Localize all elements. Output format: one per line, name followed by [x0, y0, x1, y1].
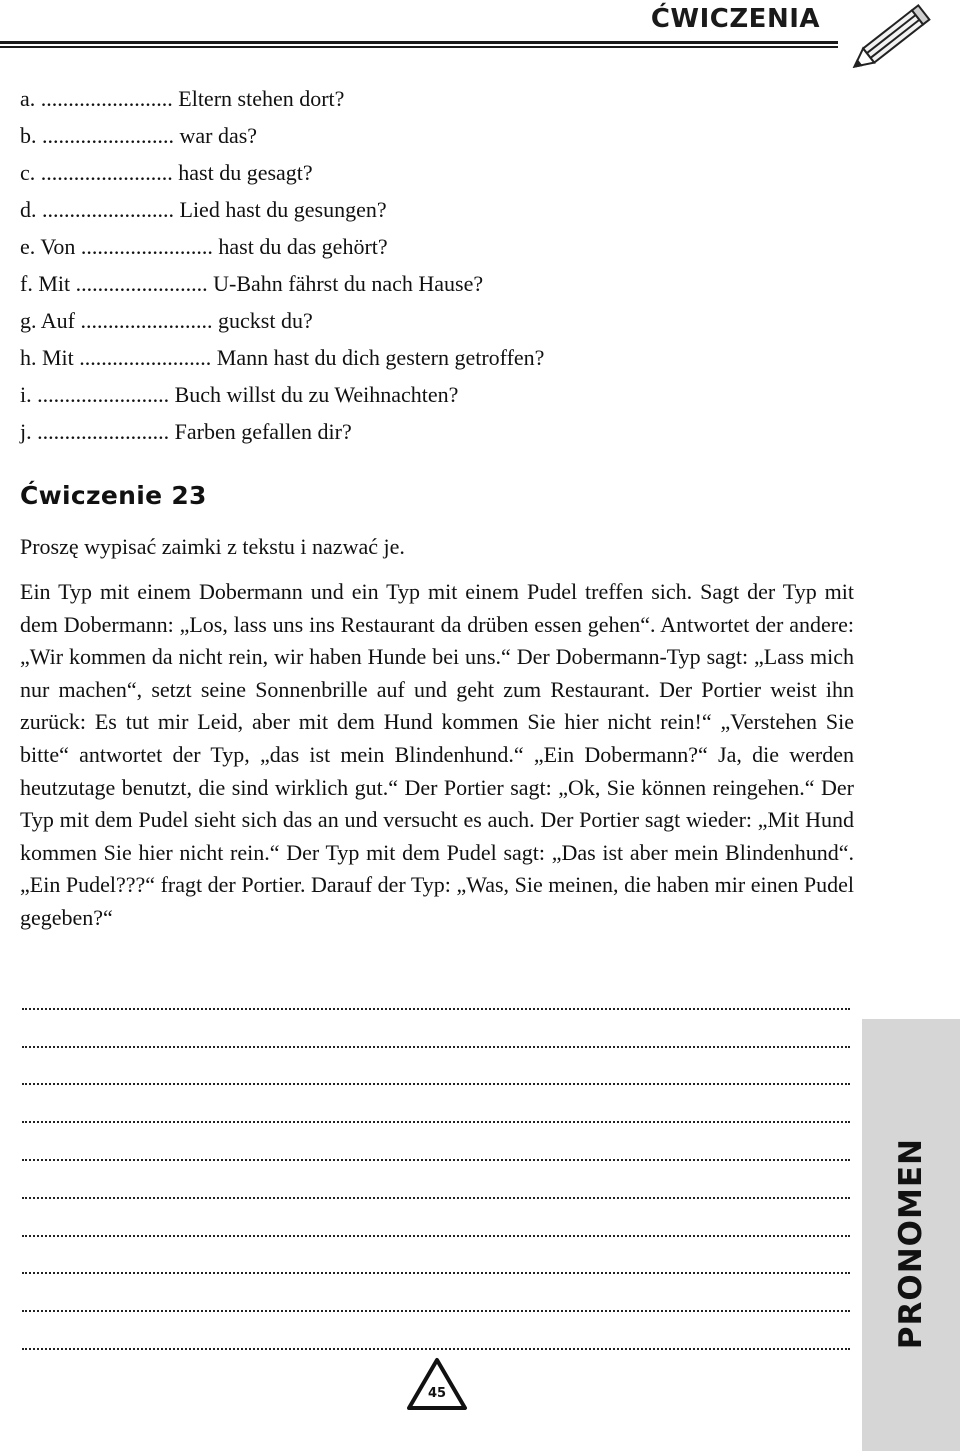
answer-line[interactable]: [22, 978, 852, 1016]
dotted-line: [22, 1121, 850, 1123]
answer-lines: [22, 978, 852, 1356]
answer-line[interactable]: [22, 1054, 852, 1092]
header-divider: [0, 41, 838, 48]
pencil-icon: [838, 0, 938, 84]
dotted-line: [22, 1310, 850, 1312]
dotted-line: [22, 1272, 850, 1274]
answer-line[interactable]: [22, 1016, 852, 1054]
side-tab-label-wrap: [862, 1019, 960, 1349]
dotted-line: [22, 1008, 850, 1010]
exercise-item: g. Auf ........................ guckst du?: [20, 308, 313, 333]
side-tab-label: PRONOMEN: [893, 1137, 929, 1349]
dotted-line: [22, 1046, 850, 1048]
answer-line[interactable]: [22, 1280, 852, 1318]
dotted-line: [22, 1159, 850, 1161]
exercise-list: [20, 80, 544, 450]
section-heading: Ćwiczenie 23: [20, 481, 207, 510]
dotted-line: [22, 1083, 850, 1085]
page-number-badge: [405, 1356, 469, 1412]
answer-line[interactable]: [22, 1205, 852, 1243]
story-text: Ein Typ mit einem Dobermann und ein Typ mit einem Pudel treffen sich. Sagt der Typ mit dem Dobermann: „Los, lass uns ins Restaurant da drüben essen gehen“. Antwortet der andere: „Wir kommen da nicht rein, wir haben Hunde bei uns.“ Der Dobermann-Typ sagt: „Lass mich nur machen“, setzt seine Sonnenbrille auf und geht zum Restaurant. Der Portier weist ihn zurück: Es tut mir Leid, aber mit dem Hund kommen Sie hier nicht rein!“ „Verstehen Sie bitte“ antwortet der Typ, „das ist mein Blindenhund.“ „Ein Dobermann?“ Ja, die werden heutzutage benutzt, die sind wirklich gut.“ Der Portier sagt: „Ok, Sie können reingehen.“ Der Typ mit dem Pudel sieht sich das an und versucht es auch. Der Portier sagt wieder: „Mit Hund kommen Sie hier nicht rein.“ Der Typ mit dem Pudel sagt: „Das ist aber mein Blindenhund“. „Ein Pudel???“ fragt der Portier. Darauf der Typ: „Was, Sie meinen, die haben mir einen Pudel gegeben?“: [20, 579, 854, 930]
exercise-item: e. Von ........................ hast du das gehört?: [20, 234, 388, 259]
dotted-line: [22, 1197, 850, 1199]
answer-line[interactable]: [22, 1243, 852, 1281]
exercise-item: a. ........................ Eltern stehen dort?: [20, 86, 345, 111]
page-number: 45: [427, 1386, 447, 1401]
answer-line[interactable]: [22, 1318, 852, 1356]
triangle-badge-icon: [405, 1356, 469, 1412]
exercise-item: d. ........................ Lied hast du gesungen?: [20, 197, 387, 222]
dotted-line: [22, 1235, 850, 1237]
answer-line[interactable]: [22, 1091, 852, 1129]
exercise-item: c. ........................ hast du gesagt?: [20, 160, 313, 185]
exercise-item: j. ........................ Farben gefallen dir?: [20, 419, 352, 444]
answer-line[interactable]: [22, 1129, 852, 1167]
exercise-item: i. ........................ Buch willst du zu Weihnachten?: [20, 382, 459, 407]
exercise-item: b. ........................ war das?: [20, 123, 258, 148]
exercise-instruction: Proszę wypisać zaimki z tekstu i nazwać je.: [20, 534, 405, 559]
dotted-line: [22, 1348, 850, 1350]
answer-line[interactable]: [22, 1167, 852, 1205]
exercise-item: f. Mit ........................ U-Bahn fährst du nach Hause?: [20, 271, 484, 296]
page-header-title: ĆWICZENIA: [650, 4, 820, 34]
exercise-item: h. Mit ........................ Mann hast du dich gestern getroffen?: [20, 345, 545, 370]
